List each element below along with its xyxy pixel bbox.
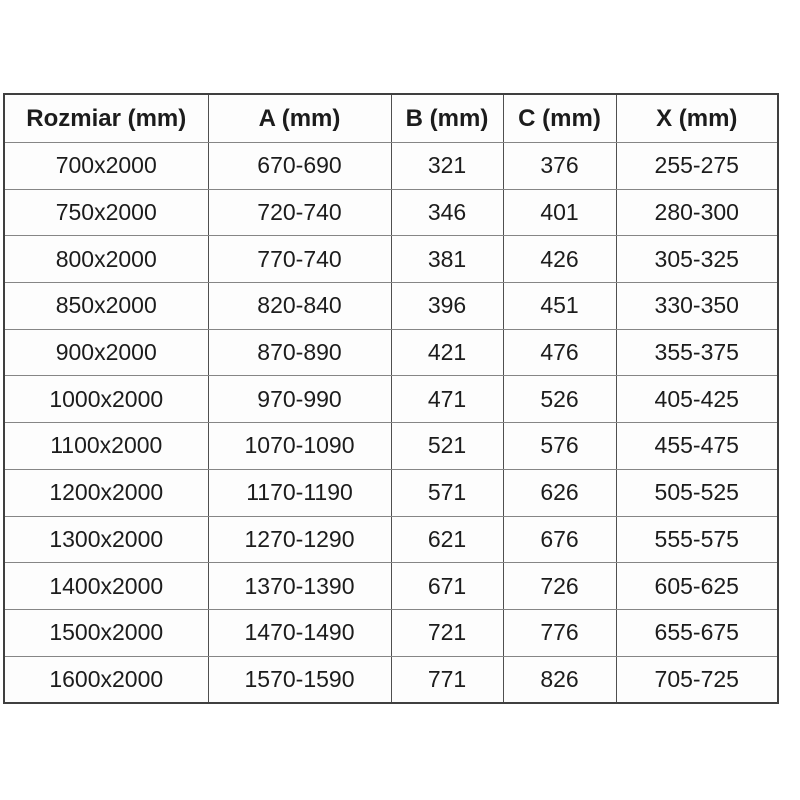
size-table-header (4, 94, 778, 143)
table-cell: 455-475 (616, 423, 778, 470)
table-cell: 401 (503, 189, 616, 236)
size-table-container (3, 93, 777, 704)
table-cell: 1370-1390 (208, 563, 391, 610)
table-row (4, 516, 778, 563)
table-cell: 1070-1090 (208, 423, 391, 470)
header-row (4, 94, 778, 143)
table-cell: 280-300 (616, 189, 778, 236)
table-cell: 721 (391, 609, 503, 656)
table-cell: 726 (503, 563, 616, 610)
table-cell: 471 (391, 376, 503, 423)
table-cell: 346 (391, 189, 503, 236)
table-cell: 505-525 (616, 469, 778, 516)
table-cell: 571 (391, 469, 503, 516)
table-cell: 381 (391, 236, 503, 283)
table-row (4, 423, 778, 470)
table-cell: 626 (503, 469, 616, 516)
table-cell: 255-275 (616, 143, 778, 190)
table-cell: 1270-1290 (208, 516, 391, 563)
table-cell: 305-325 (616, 236, 778, 283)
table-cell: 1200x2000 (4, 469, 208, 516)
table-cell: 330-350 (616, 283, 778, 330)
table-cell: 1470-1490 (208, 609, 391, 656)
table-cell: 1170-1190 (208, 469, 391, 516)
table-cell: 826 (503, 656, 616, 703)
table-cell: 800x2000 (4, 236, 208, 283)
table-row (4, 609, 778, 656)
table-cell: 776 (503, 609, 616, 656)
table-row (4, 469, 778, 516)
table-cell: 705-725 (616, 656, 778, 703)
table-cell: 820-840 (208, 283, 391, 330)
table-cell: 1100x2000 (4, 423, 208, 470)
table-cell: 1600x2000 (4, 656, 208, 703)
table-cell: 576 (503, 423, 616, 470)
table-cell: 1570-1590 (208, 656, 391, 703)
table-cell: 970-990 (208, 376, 391, 423)
table-cell: 1300x2000 (4, 516, 208, 563)
table-row (4, 236, 778, 283)
table-row (4, 656, 778, 703)
table-row (4, 189, 778, 236)
table-cell: 605-625 (616, 563, 778, 610)
table-cell: 396 (391, 283, 503, 330)
table-cell: 1400x2000 (4, 563, 208, 610)
size-table-body (4, 143, 778, 704)
table-cell: 850x2000 (4, 283, 208, 330)
table-cell: 671 (391, 563, 503, 610)
table-cell: 870-890 (208, 329, 391, 376)
table-cell: 1500x2000 (4, 609, 208, 656)
column-header: Rozmiar (mm) (4, 94, 208, 143)
table-cell: 900x2000 (4, 329, 208, 376)
table-cell: 676 (503, 516, 616, 563)
table-cell: 355-375 (616, 329, 778, 376)
table-cell: 321 (391, 143, 503, 190)
table-cell: 521 (391, 423, 503, 470)
table-cell: 426 (503, 236, 616, 283)
table-cell: 421 (391, 329, 503, 376)
table-cell: 655-675 (616, 609, 778, 656)
table-cell: 526 (503, 376, 616, 423)
table-cell: 1000x2000 (4, 376, 208, 423)
table-cell: 555-575 (616, 516, 778, 563)
table-cell: 451 (503, 283, 616, 330)
size-table (3, 93, 779, 704)
table-cell: 376 (503, 143, 616, 190)
table-cell: 770-740 (208, 236, 391, 283)
table-cell: 700x2000 (4, 143, 208, 190)
table-cell: 621 (391, 516, 503, 563)
table-row (4, 329, 778, 376)
table-cell: 476 (503, 329, 616, 376)
column-header: B (mm) (391, 94, 503, 143)
table-cell: 720-740 (208, 189, 391, 236)
table-cell: 750x2000 (4, 189, 208, 236)
table-cell: 670-690 (208, 143, 391, 190)
table-row (4, 563, 778, 610)
table-cell: 405-425 (616, 376, 778, 423)
column-header: C (mm) (503, 94, 616, 143)
table-cell: 771 (391, 656, 503, 703)
table-row (4, 283, 778, 330)
column-header: A (mm) (208, 94, 391, 143)
column-header: X (mm) (616, 94, 778, 143)
table-row (4, 376, 778, 423)
table-row (4, 143, 778, 190)
